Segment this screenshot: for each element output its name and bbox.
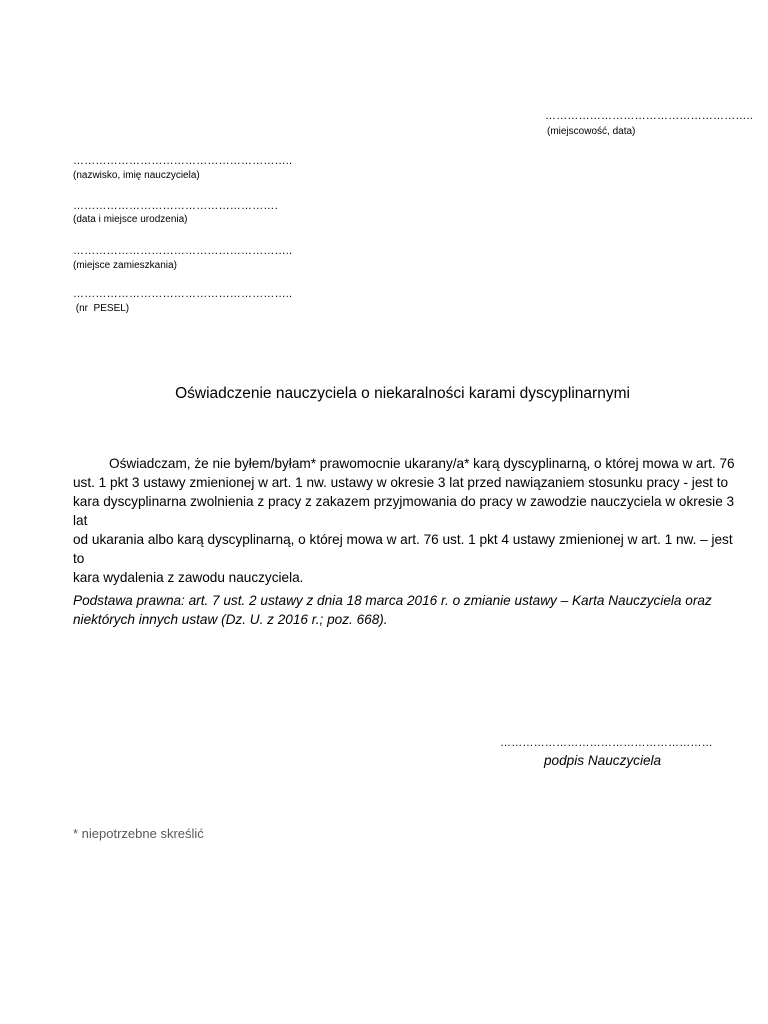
place-date-label: (miejscowość, data) xyxy=(547,126,636,137)
legal-basis-line: Podstawa prawna: art. 7 ust. 2 ustawy z dnia 18 marca 2016 r. o zmianie ustawy – Karta Nauczyciela oraz xyxy=(73,593,712,608)
legal-basis xyxy=(73,591,735,629)
body-line: kara dyscyplinarna zwolnienia z pracy z zakazem przyjmowania do pracy w zawodzie nauczyciela w okresie 3 lat xyxy=(73,494,735,528)
signature-label: podpis Nauczyciela xyxy=(544,753,662,768)
body-line: Oświadczam, że nie byłem/byłam* prawomocnie ukarany/a* karą dyscyplinarną, o której mowa w art. 76 xyxy=(109,456,735,471)
residence-label: (miejsce zamieszkania) xyxy=(73,260,177,271)
body-line: ust. 1 pkt 3 ustawy zmienionej w art. 1 nw. ustawy w okresie 3 lat przed nawiązaniem stosunku pracy - jest to xyxy=(73,475,729,490)
place-date-dots: ……………………………………………….. xyxy=(545,110,754,122)
pesel-label: (nr PESEL) xyxy=(73,303,130,314)
legal-basis-line: niektórych innych ustaw (Dz. U. z 2016 r.; poz. 668). xyxy=(73,612,388,627)
name-dots: ………………………………………………….. xyxy=(73,155,293,167)
name-label: (nazwisko, imię nauczyciela) xyxy=(73,170,200,181)
birth-label: (data i miejsce urodzenia) xyxy=(73,214,188,225)
footnote: * niepotrzebne skreślić xyxy=(73,826,204,841)
birth-dots: ………………………………………………. xyxy=(73,200,278,212)
pesel-dots: ………………………………………………….. xyxy=(73,288,293,300)
residence-dots: ………………………………………………….. xyxy=(73,245,293,257)
signature-dots: ………………………………………………… xyxy=(500,737,713,749)
document-title: Oświadczenie nauczyciela o niekaralności karami dyscyplinarnymi xyxy=(175,385,630,402)
body-line: od ukarania albo karą dyscyplinarną, o której mowa w art. 76 ust. 1 pkt 4 ustawy zmienionej w art. 1 nw. – jest to xyxy=(73,532,733,566)
body-line: kara wydalenia z zawodu nauczyciela. xyxy=(73,570,304,585)
declaration-body xyxy=(73,454,735,587)
